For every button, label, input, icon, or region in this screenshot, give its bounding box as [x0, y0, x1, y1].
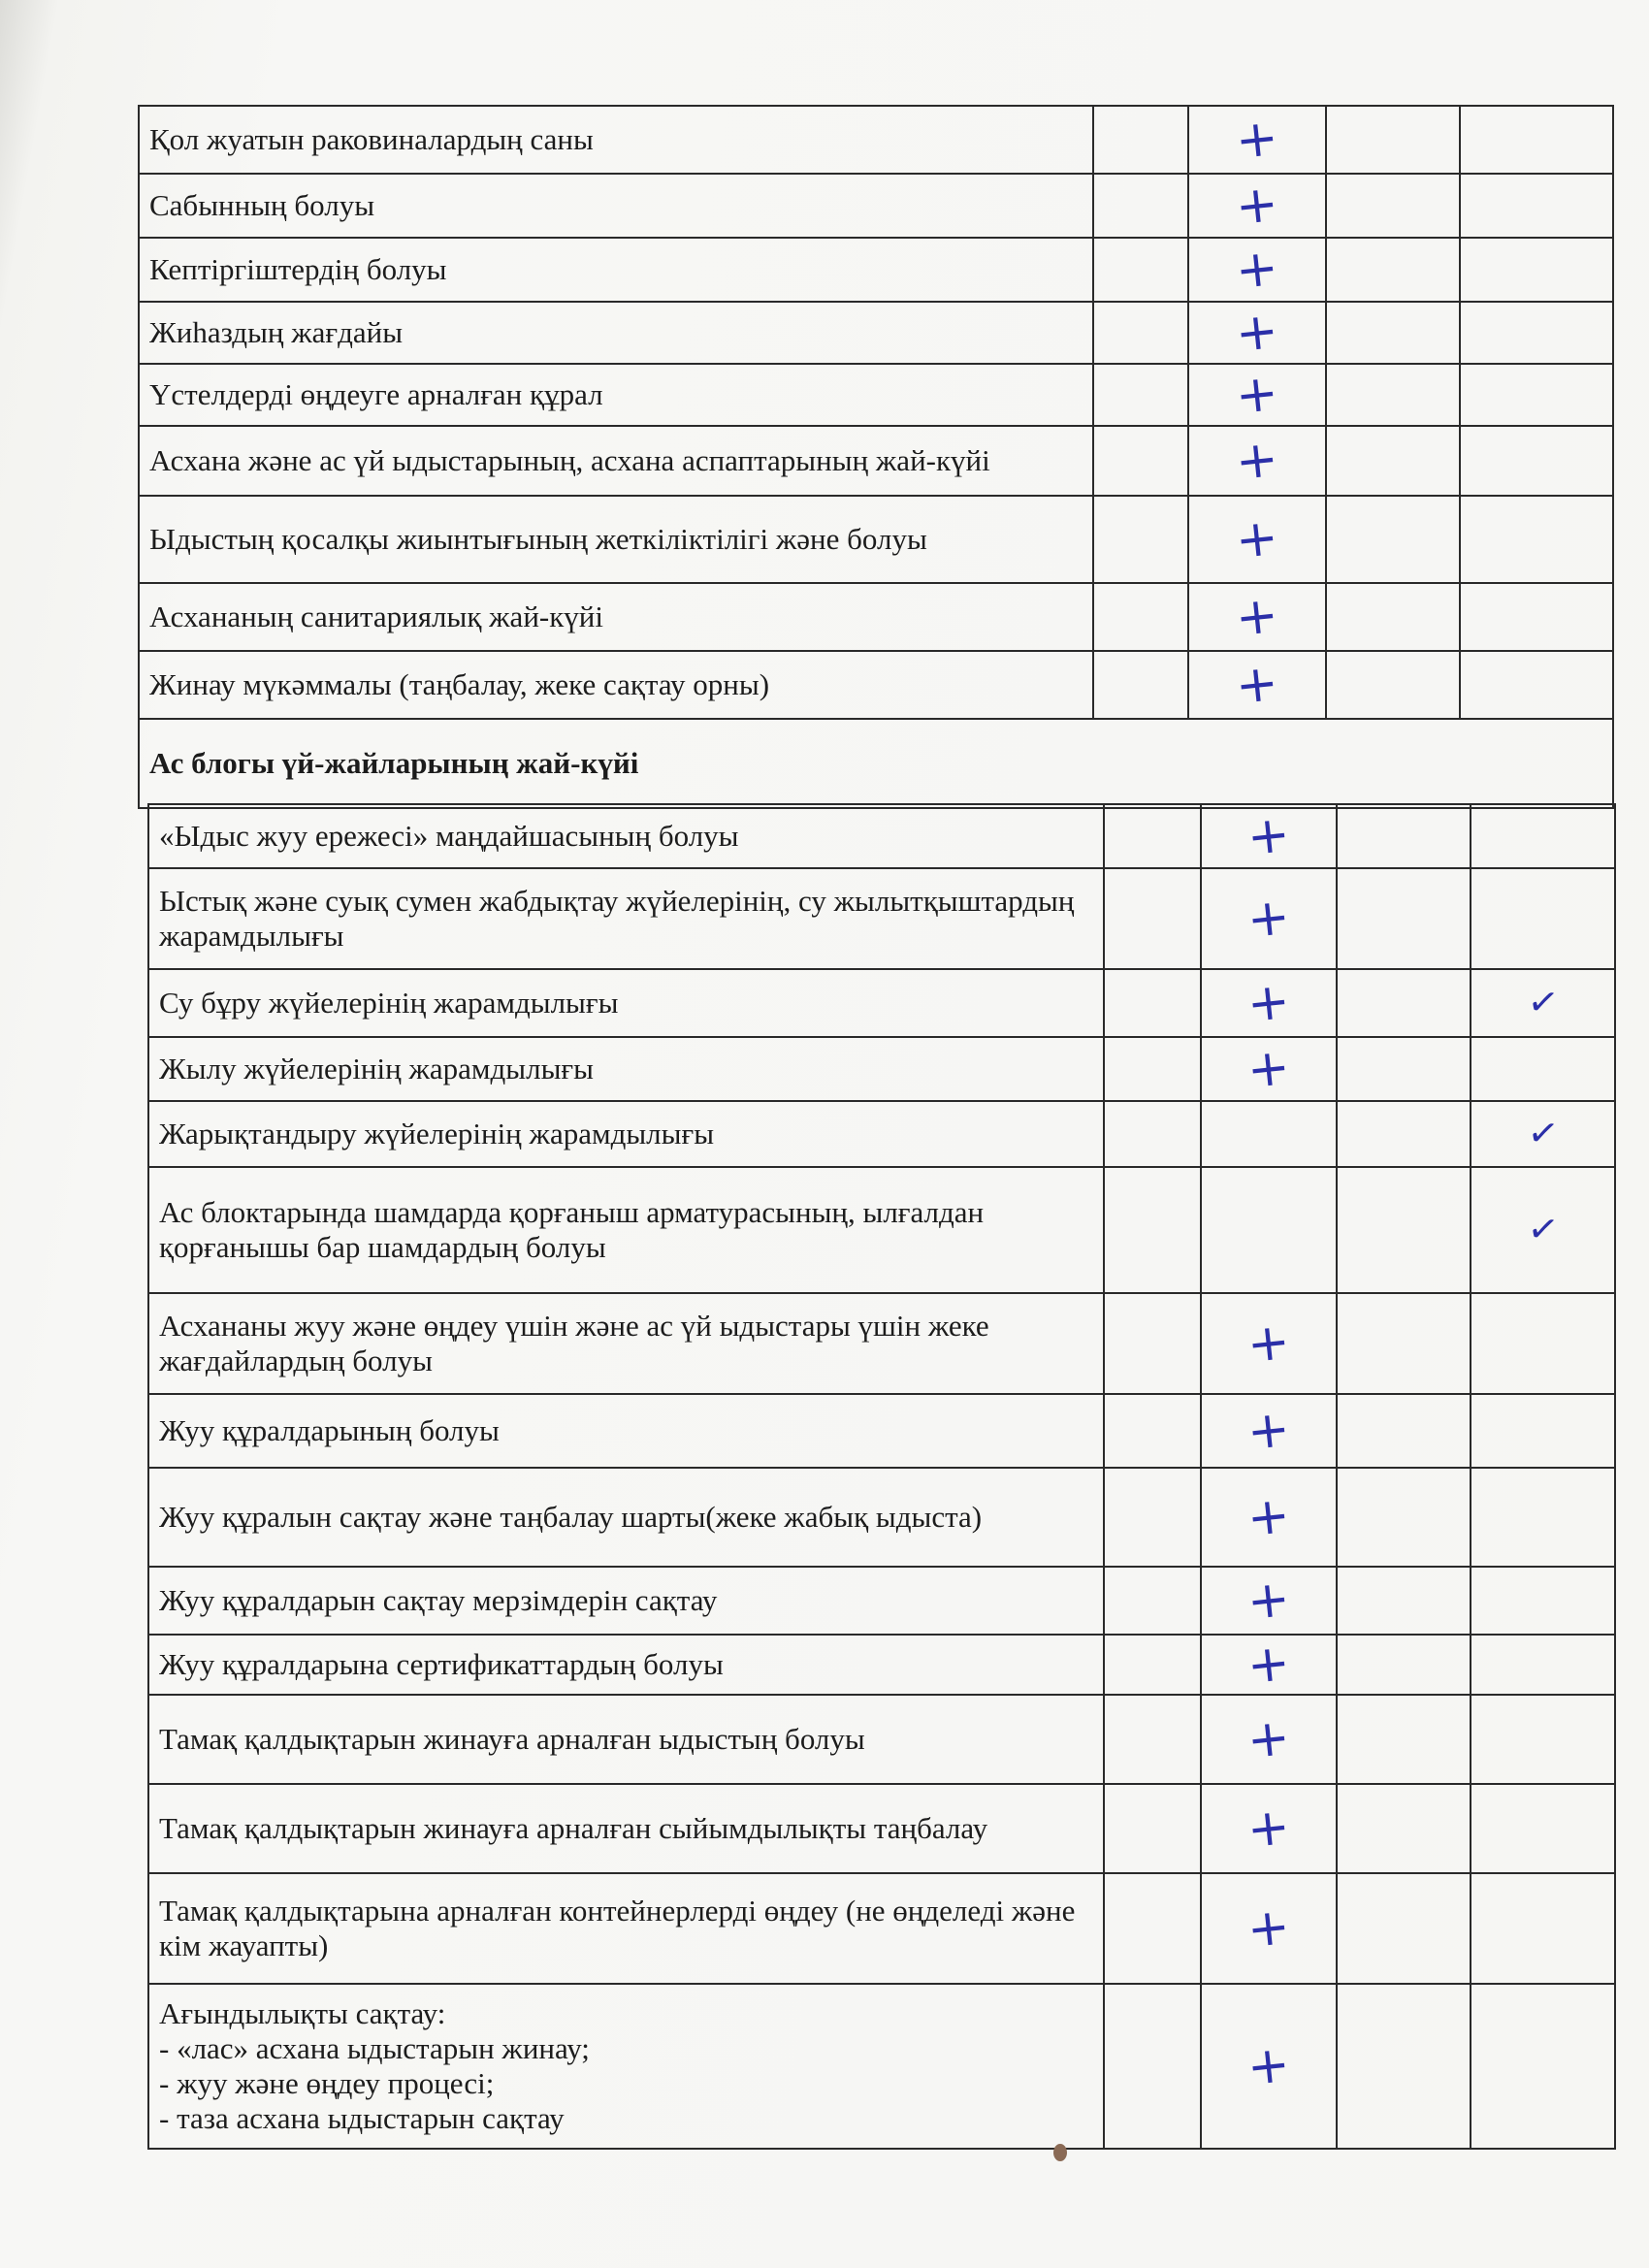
handwritten-plus-mark: +: [1233, 108, 1281, 172]
column-1-cell: [1093, 302, 1188, 364]
column-3-cell: [1337, 1784, 1471, 1873]
column-1-cell: [1104, 1695, 1201, 1784]
row-label: Қол жуатын раковиналардың саны: [139, 106, 1093, 174]
section-header-row: [139, 719, 1613, 808]
column-4-cell: [1471, 804, 1615, 868]
column-1-cell: [1104, 1984, 1201, 2149]
column-2-cell: [1188, 651, 1326, 719]
handwritten-plus-mark: +: [1233, 363, 1281, 427]
column-4-cell: [1471, 1695, 1615, 1784]
row-label: Жуу құралдарына сертификаттардың болуы: [148, 1635, 1104, 1695]
column-4-cell: [1460, 496, 1613, 583]
column-2-cell: [1188, 106, 1326, 174]
column-4-cell: [1471, 1167, 1615, 1293]
column-1-cell: [1104, 1394, 1201, 1468]
handwritten-plus-mark: +: [1245, 1569, 1293, 1633]
handwritten-plus-mark: +: [1245, 1485, 1293, 1549]
column-4-cell: [1471, 1468, 1615, 1567]
column-1-cell: [1104, 1567, 1201, 1635]
row-label: Жылу жүйелерінің жарамдылығы: [148, 1037, 1104, 1101]
row-label: Тамақ қалдықтарына арналған контейнерлерді өңдеу (не өңделеді және кім жауапты): [148, 1873, 1104, 1984]
column-2-cell: [1188, 238, 1326, 302]
table-row: [148, 1567, 1615, 1635]
column-3-cell: [1326, 364, 1460, 426]
column-1-cell: [1104, 1873, 1201, 1984]
column-2-cell: [1201, 1635, 1337, 1695]
handwritten-plus-mark: +: [1245, 1896, 1293, 1960]
handwritten-plus-mark: +: [1245, 971, 1293, 1035]
row-label: Тамақ қалдықтарын жинауға арналған сыйымдылықты таңбалау: [148, 1784, 1104, 1873]
row-label-multiline: [148, 1984, 1104, 2149]
column-2-cell: [1201, 1468, 1337, 1567]
column-1-cell: [1104, 1037, 1201, 1101]
column-4-cell: [1460, 302, 1613, 364]
table-row: [148, 1293, 1615, 1394]
row-label: Жуу құралын сақтау және таңбалау шарты(жеке жабық ыдыста): [148, 1468, 1104, 1567]
table-row: [148, 804, 1615, 868]
row-label: Асхананы жуу және өңдеу үшін және ас үй ыдыстары үшін жеке жағдайлардың болуы: [148, 1293, 1104, 1394]
column-1-cell: [1104, 969, 1201, 1037]
table-row: [139, 106, 1613, 174]
column-2-cell: [1201, 1101, 1337, 1167]
column-3-cell: [1337, 1293, 1471, 1394]
column-2-cell: [1201, 1784, 1337, 1873]
table-row: [139, 364, 1613, 426]
handwritten-plus-mark: +: [1245, 1707, 1293, 1771]
column-1-cell: [1104, 1784, 1201, 1873]
column-2-cell: [1188, 174, 1326, 238]
row-label-line: Ағындылықты сақтау:: [159, 1996, 446, 2030]
row-label: Жарықтандыру жүйелерінің жарамдылығы: [148, 1101, 1104, 1167]
column-4-cell: [1460, 364, 1613, 426]
column-3-cell: [1337, 1167, 1471, 1293]
handwritten-check-mark: ✓: [1524, 1205, 1562, 1253]
column-3-cell: [1337, 1873, 1471, 1984]
row-label: Жинау мүкәммалы (таңбалау, жеке сақтау орны): [139, 651, 1093, 719]
handwritten-plus-mark: +: [1233, 301, 1281, 365]
table-row: [148, 1037, 1615, 1101]
column-4-cell: [1471, 1984, 1615, 2149]
column-4-cell: [1471, 1873, 1615, 1984]
row-label: «Ыдыс жуу ережесі» маңдайшасының болуы: [148, 804, 1104, 868]
column-3-cell: [1337, 1984, 1471, 2149]
column-1-cell: [1093, 496, 1188, 583]
handwritten-plus-mark: +: [1245, 1399, 1293, 1463]
column-2-cell: [1201, 1037, 1337, 1101]
handwritten-plus-mark: +: [1233, 174, 1281, 238]
table-row: [148, 868, 1615, 969]
checklist-table-lower: [147, 803, 1616, 2150]
column-3-cell: [1326, 496, 1460, 583]
column-4-cell: [1471, 1101, 1615, 1167]
column-4-cell: [1471, 1567, 1615, 1635]
row-label: Жуу құралдарының болуы: [148, 1394, 1104, 1468]
table-row: [148, 1784, 1615, 1873]
handwritten-plus-mark: +: [1245, 1037, 1293, 1101]
handwritten-plus-mark: +: [1233, 585, 1281, 649]
row-label: Ыдыстың қосалқы жиынтығының жеткіліктілігі және болуы: [139, 496, 1093, 583]
row-label: Кептіргіштердің болуы: [139, 238, 1093, 302]
column-3-cell: [1326, 238, 1460, 302]
column-2-cell: [1201, 1695, 1337, 1784]
column-2-cell: [1201, 1167, 1337, 1293]
column-2-cell: [1201, 804, 1337, 868]
row-label: Су бұру жүйелерінің жарамдылығы: [148, 969, 1104, 1037]
column-1-cell: [1104, 1468, 1201, 1567]
table-row: [148, 1101, 1615, 1167]
handwritten-plus-mark: +: [1233, 653, 1281, 717]
column-1-cell: [1093, 426, 1188, 496]
column-3-cell: [1326, 426, 1460, 496]
handwritten-plus-mark: +: [1245, 887, 1293, 951]
column-3-cell: [1337, 1101, 1471, 1167]
section-title: Ас блогы үй-жайларының жай-күйі: [139, 719, 1613, 808]
handwritten-plus-mark: +: [1245, 1797, 1293, 1861]
row-label: Ыстық және суық сумен жабдықтау жүйелерінің, су жылытқыштардың жарамдылығы: [148, 868, 1104, 969]
column-1-cell: [1104, 1101, 1201, 1167]
column-4-cell: [1471, 1293, 1615, 1394]
table-row: [139, 426, 1613, 496]
column-1-cell: [1093, 651, 1188, 719]
table-row: [139, 174, 1613, 238]
column-2-cell: [1188, 426, 1326, 496]
column-3-cell: [1337, 1635, 1471, 1695]
row-label: Ас блоктарында шамдарда қорғаныш арматурасының, ылғалдан қорғанышы бар шамдардың болуы: [148, 1167, 1104, 1293]
column-3-cell: [1337, 804, 1471, 868]
column-3-cell: [1337, 1695, 1471, 1784]
column-1-cell: [1104, 804, 1201, 868]
table-row: [148, 1167, 1615, 1293]
column-4-cell: [1471, 969, 1615, 1037]
column-1-cell: [1093, 106, 1188, 174]
table-row: [148, 1468, 1615, 1567]
column-1-cell: [1104, 1635, 1201, 1695]
handwritten-plus-mark: +: [1233, 429, 1281, 493]
checklist-table-upper: [138, 105, 1614, 809]
column-1-cell: [1093, 238, 1188, 302]
column-3-cell: [1326, 651, 1460, 719]
column-1-cell: [1104, 1293, 1201, 1394]
column-2-cell: [1201, 1293, 1337, 1394]
column-1-cell: [1093, 583, 1188, 651]
column-3-cell: [1337, 1037, 1471, 1101]
column-4-cell: [1471, 1635, 1615, 1695]
column-4-cell: [1460, 426, 1613, 496]
column-4-cell: [1460, 583, 1613, 651]
row-label: Жуу құралдарын сақтау мерзімдерін сақтау: [148, 1567, 1104, 1635]
column-1-cell: [1104, 1167, 1201, 1293]
column-2-cell: [1188, 302, 1326, 364]
table-row: [139, 302, 1613, 364]
column-2-cell: [1188, 583, 1326, 651]
row-label: Асхананың санитариялық жай-күйі: [139, 583, 1093, 651]
handwritten-plus-mark: +: [1245, 1312, 1293, 1376]
paper-speck: [1053, 2144, 1067, 2161]
column-4-cell: [1460, 106, 1613, 174]
handwritten-plus-mark: +: [1245, 2034, 1293, 2098]
column-2-cell: [1201, 1984, 1337, 2149]
column-2-cell: [1201, 1394, 1337, 1468]
column-1-cell: [1093, 364, 1188, 426]
column-3-cell: [1326, 583, 1460, 651]
column-4-cell: [1471, 1394, 1615, 1468]
column-3-cell: [1337, 1394, 1471, 1468]
table-row: [148, 969, 1615, 1037]
handwritten-plus-mark: +: [1245, 1633, 1293, 1697]
column-3-cell: [1337, 868, 1471, 969]
table-row: [148, 1984, 1615, 2149]
column-2-cell: [1201, 1873, 1337, 1984]
table-row: [148, 1635, 1615, 1695]
column-3-cell: [1337, 1468, 1471, 1567]
row-label-line: - таза асхана ыдыстарын сақтау: [159, 2101, 565, 2135]
handwritten-check-mark: ✓: [1524, 1109, 1562, 1157]
row-label-line: - «лас» асхана ыдыстарын жинау;: [159, 2031, 590, 2065]
column-3-cell: [1337, 1567, 1471, 1635]
column-4-cell: [1460, 174, 1613, 238]
row-label: Үстелдерді өңдеуге арналған құрал: [139, 364, 1093, 426]
column-3-cell: [1326, 106, 1460, 174]
column-2-cell: [1188, 364, 1326, 426]
column-3-cell: [1326, 174, 1460, 238]
row-label: Тамақ қалдықтарын жинауға арналған ыдыстың болуы: [148, 1695, 1104, 1784]
table-row: [139, 496, 1613, 583]
row-label: Асхана және ас үй ыдыстарының, асхана аспаптарының жай-күйі: [139, 426, 1093, 496]
table-row: [139, 651, 1613, 719]
column-2-cell: [1201, 1567, 1337, 1635]
column-4-cell: [1471, 1037, 1615, 1101]
row-label: Сабынның болуы: [139, 174, 1093, 238]
table-row: [148, 1873, 1615, 1984]
column-2-cell: [1201, 868, 1337, 969]
handwritten-check-mark: ✓: [1524, 978, 1562, 1026]
table-row: [139, 238, 1613, 302]
column-1-cell: [1104, 868, 1201, 969]
table-row: [139, 583, 1613, 651]
column-3-cell: [1326, 302, 1460, 364]
column-1-cell: [1093, 174, 1188, 238]
row-label: Жиһаздың жағдайы: [139, 302, 1093, 364]
column-2-cell: [1201, 969, 1337, 1037]
table-row: [148, 1695, 1615, 1784]
row-label-line: - жуу және өңдеу процесі;: [159, 2066, 495, 2100]
column-4-cell: [1460, 238, 1613, 302]
column-4-cell: [1471, 1784, 1615, 1873]
column-4-cell: [1460, 651, 1613, 719]
column-3-cell: [1337, 969, 1471, 1037]
column-4-cell: [1471, 868, 1615, 969]
handwritten-plus-mark: +: [1233, 238, 1281, 302]
table-row: [148, 1394, 1615, 1468]
handwritten-plus-mark: +: [1233, 507, 1281, 571]
handwritten-plus-mark: +: [1245, 804, 1293, 868]
column-2-cell: [1188, 496, 1326, 583]
